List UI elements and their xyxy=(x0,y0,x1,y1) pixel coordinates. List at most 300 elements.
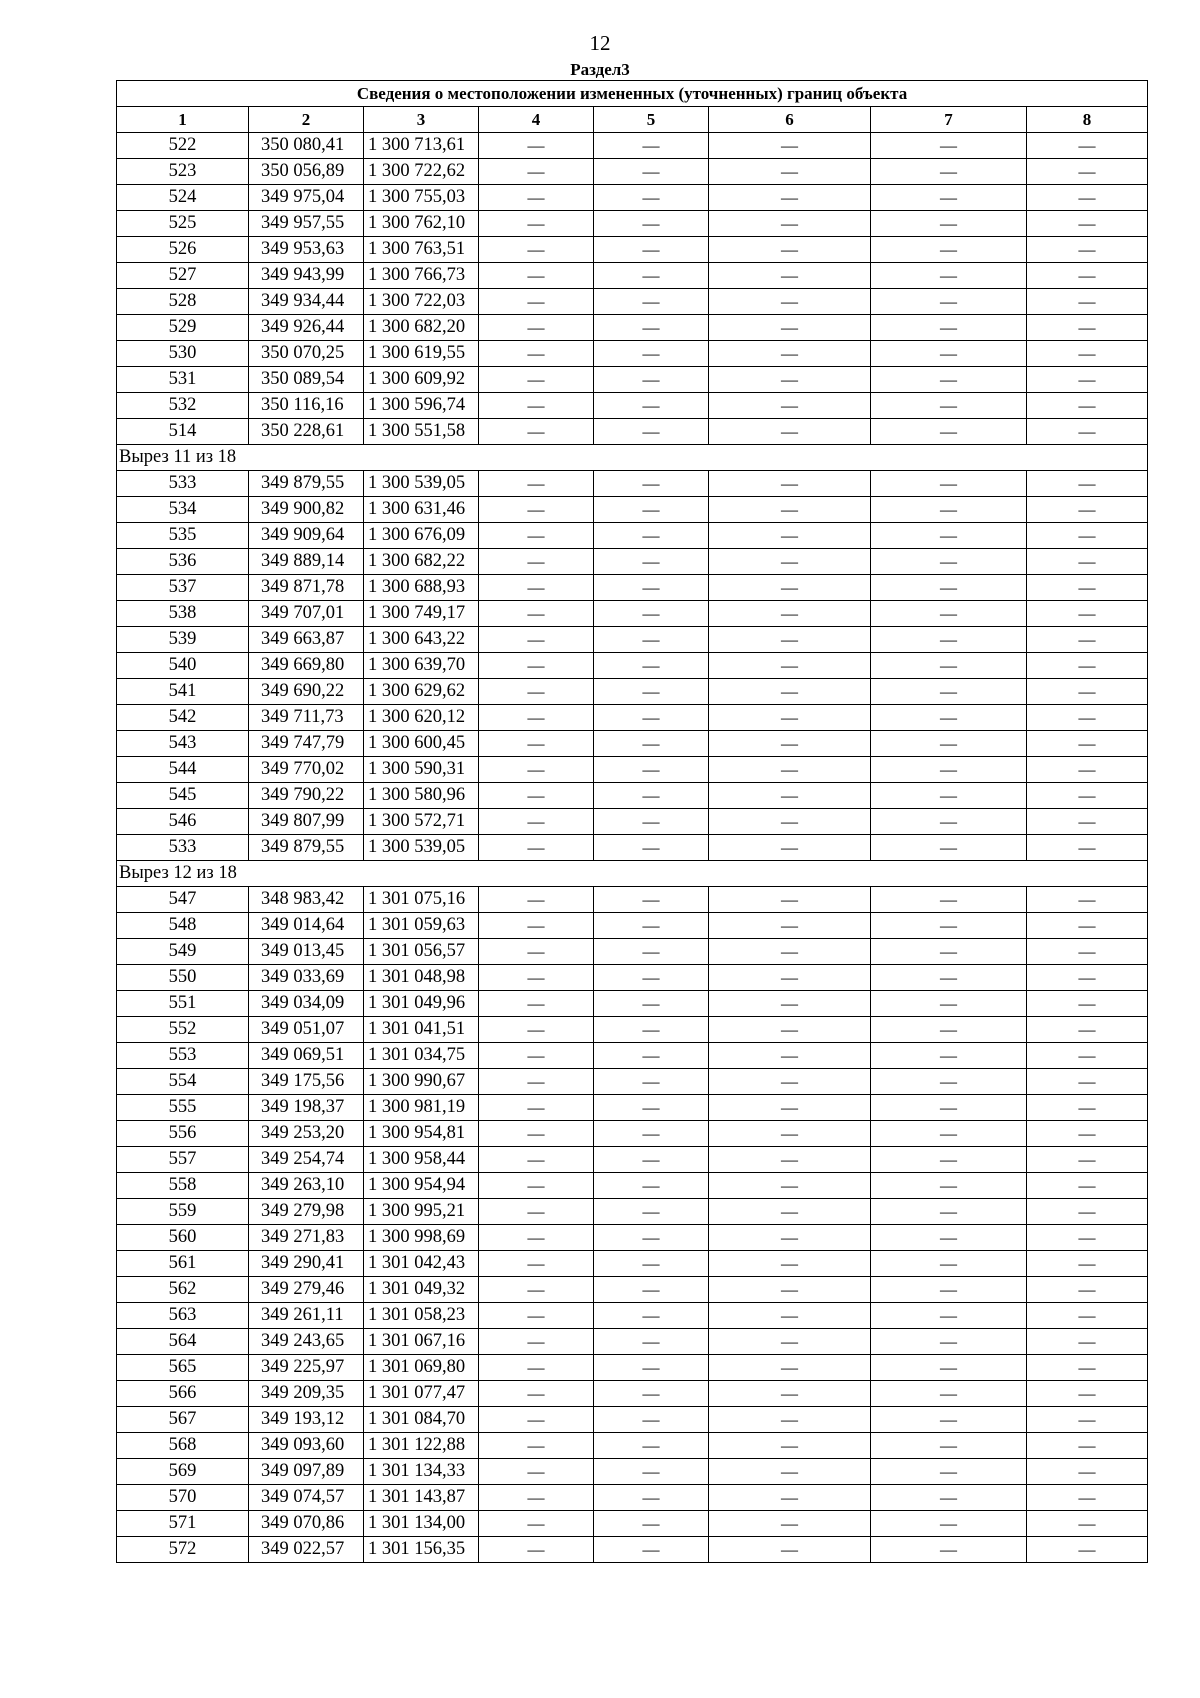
empty-value-cell: — xyxy=(594,939,709,965)
empty-value-cell: — xyxy=(479,757,594,783)
empty-value-cell: — xyxy=(479,601,594,627)
point-number-cell: 571 xyxy=(117,1511,249,1537)
point-number-cell: 553 xyxy=(117,1043,249,1069)
empty-value-cell: — xyxy=(479,705,594,731)
x-coordinate-cell: 350 080,41 xyxy=(249,133,364,159)
empty-value-cell: — xyxy=(1027,133,1148,159)
empty-value-cell: — xyxy=(594,887,709,913)
table-row xyxy=(117,367,1148,393)
empty-value-cell: — xyxy=(479,523,594,549)
x-coordinate-cell: 349 279,46 xyxy=(249,1277,364,1303)
y-coordinate-cell: 1 300 688,93 xyxy=(364,575,479,601)
empty-value-cell: — xyxy=(871,1147,1027,1173)
empty-value-cell: — xyxy=(594,1459,709,1485)
point-number-cell: 567 xyxy=(117,1407,249,1433)
empty-value-cell: — xyxy=(1027,1407,1148,1433)
y-coordinate-cell: 1 300 600,45 xyxy=(364,731,479,757)
empty-value-cell: — xyxy=(1027,289,1148,315)
y-coordinate-cell: 1 301 134,33 xyxy=(364,1459,479,1485)
point-number-cell: 544 xyxy=(117,757,249,783)
empty-value-cell: — xyxy=(871,757,1027,783)
x-coordinate-cell: 349 014,64 xyxy=(249,913,364,939)
empty-value-cell: — xyxy=(871,237,1027,263)
y-coordinate-cell: 1 301 049,96 xyxy=(364,991,479,1017)
point-number-cell: 557 xyxy=(117,1147,249,1173)
empty-value-cell: — xyxy=(1027,1017,1148,1043)
point-number-cell: 539 xyxy=(117,627,249,653)
empty-value-cell: — xyxy=(709,601,871,627)
empty-value-cell: — xyxy=(871,1407,1027,1433)
empty-value-cell: — xyxy=(871,211,1027,237)
empty-value-cell: — xyxy=(479,809,594,835)
empty-value-cell: — xyxy=(709,913,871,939)
point-number-cell: 547 xyxy=(117,887,249,913)
empty-value-cell: — xyxy=(479,1459,594,1485)
y-coordinate-cell: 1 300 958,44 xyxy=(364,1147,479,1173)
empty-value-cell: — xyxy=(594,159,709,185)
table-row xyxy=(117,1459,1148,1485)
empty-value-cell: — xyxy=(594,133,709,159)
x-coordinate-cell: 349 013,45 xyxy=(249,939,364,965)
empty-value-cell: — xyxy=(479,1147,594,1173)
y-coordinate-cell: 1 301 041,51 xyxy=(364,1017,479,1043)
y-coordinate-cell: 1 301 134,00 xyxy=(364,1511,479,1537)
point-number-cell: 540 xyxy=(117,653,249,679)
empty-value-cell: — xyxy=(709,211,871,237)
empty-value-cell: — xyxy=(1027,1511,1148,1537)
empty-value-cell: — xyxy=(1027,1329,1148,1355)
table-caption-row xyxy=(117,81,1148,107)
empty-value-cell: — xyxy=(709,705,871,731)
empty-value-cell: — xyxy=(1027,549,1148,575)
table-row xyxy=(117,1485,1148,1511)
table-row xyxy=(117,471,1148,497)
section-title: Раздел3 xyxy=(570,60,630,79)
x-coordinate-cell: 350 070,25 xyxy=(249,341,364,367)
x-coordinate-cell: 349 253,20 xyxy=(249,1121,364,1147)
empty-value-cell: — xyxy=(479,1381,594,1407)
table-row xyxy=(117,1329,1148,1355)
x-coordinate-cell: 349 711,73 xyxy=(249,705,364,731)
empty-value-cell: — xyxy=(479,1485,594,1511)
y-coordinate-cell: 1 300 763,51 xyxy=(364,237,479,263)
empty-value-cell: — xyxy=(594,523,709,549)
empty-value-cell: — xyxy=(594,341,709,367)
empty-value-cell: — xyxy=(479,185,594,211)
y-coordinate-cell: 1 301 075,16 xyxy=(364,887,479,913)
empty-value-cell: — xyxy=(709,939,871,965)
empty-value-cell: — xyxy=(709,1433,871,1459)
y-coordinate-cell: 1 300 682,22 xyxy=(364,549,479,575)
empty-value-cell: — xyxy=(1027,1303,1148,1329)
empty-value-cell: — xyxy=(871,887,1027,913)
table-row xyxy=(117,185,1148,211)
column-header: 3 xyxy=(364,107,479,133)
empty-value-cell: — xyxy=(871,1069,1027,1095)
empty-value-cell: — xyxy=(479,1511,594,1537)
point-number-cell: 561 xyxy=(117,1251,249,1277)
empty-value-cell: — xyxy=(594,1173,709,1199)
y-coordinate-cell: 1 301 077,47 xyxy=(364,1381,479,1407)
empty-value-cell: — xyxy=(871,809,1027,835)
empty-value-cell: — xyxy=(594,263,709,289)
empty-value-cell: — xyxy=(594,1147,709,1173)
x-coordinate-cell: 350 228,61 xyxy=(249,419,364,445)
empty-value-cell: — xyxy=(479,393,594,419)
table-row xyxy=(117,679,1148,705)
y-coordinate-cell: 1 301 056,57 xyxy=(364,939,479,965)
y-coordinate-cell: 1 300 954,94 xyxy=(364,1173,479,1199)
table-row xyxy=(117,757,1148,783)
empty-value-cell: — xyxy=(709,1069,871,1095)
empty-value-cell: — xyxy=(479,1069,594,1095)
empty-value-cell: — xyxy=(709,1303,871,1329)
table-row xyxy=(117,1069,1148,1095)
x-coordinate-cell: 349 070,86 xyxy=(249,1511,364,1537)
point-number-cell: 560 xyxy=(117,1225,249,1251)
empty-value-cell: — xyxy=(871,1277,1027,1303)
x-coordinate-cell: 349 707,01 xyxy=(249,601,364,627)
table-row xyxy=(117,289,1148,315)
empty-value-cell: — xyxy=(594,1095,709,1121)
x-coordinate-cell: 349 747,79 xyxy=(249,731,364,757)
y-coordinate-cell: 1 300 713,61 xyxy=(364,133,479,159)
empty-value-cell: — xyxy=(1027,1043,1148,1069)
empty-value-cell: — xyxy=(594,367,709,393)
empty-value-cell: — xyxy=(479,1277,594,1303)
column-header: 6 xyxy=(709,107,871,133)
empty-value-cell: — xyxy=(871,1303,1027,1329)
empty-value-cell: — xyxy=(709,263,871,289)
empty-value-cell: — xyxy=(871,679,1027,705)
empty-value-cell: — xyxy=(594,1043,709,1069)
table-row xyxy=(117,1095,1148,1121)
x-coordinate-cell: 349 271,83 xyxy=(249,1225,364,1251)
y-coordinate-cell: 1 300 995,21 xyxy=(364,1199,479,1225)
empty-value-cell: — xyxy=(479,315,594,341)
empty-value-cell: — xyxy=(871,575,1027,601)
y-coordinate-cell: 1 300 990,67 xyxy=(364,1069,479,1095)
empty-value-cell: — xyxy=(479,497,594,523)
y-coordinate-cell: 1 301 042,43 xyxy=(364,1251,479,1277)
empty-value-cell: — xyxy=(479,133,594,159)
empty-value-cell: — xyxy=(709,1459,871,1485)
y-coordinate-cell: 1 300 539,05 xyxy=(364,471,479,497)
empty-value-cell: — xyxy=(871,341,1027,367)
x-coordinate-cell: 349 290,41 xyxy=(249,1251,364,1277)
table-caption: Сведения о местоположении измененных (уточненных) границ объекта xyxy=(117,81,1148,107)
table-row xyxy=(117,1407,1148,1433)
y-coordinate-cell: 1 301 048,98 xyxy=(364,965,479,991)
section-label: Вырез 12 из 18 xyxy=(117,861,1148,887)
empty-value-cell: — xyxy=(594,627,709,653)
x-coordinate-cell: 349 193,12 xyxy=(249,1407,364,1433)
empty-value-cell: — xyxy=(709,1329,871,1355)
empty-value-cell: — xyxy=(871,1537,1027,1563)
empty-value-cell: — xyxy=(709,133,871,159)
table-row xyxy=(117,1199,1148,1225)
empty-value-cell: — xyxy=(479,1355,594,1381)
empty-value-cell: — xyxy=(871,185,1027,211)
empty-value-cell: — xyxy=(871,549,1027,575)
table-row xyxy=(117,1303,1148,1329)
empty-value-cell: — xyxy=(594,1069,709,1095)
empty-value-cell: — xyxy=(1027,211,1148,237)
empty-value-cell: — xyxy=(1027,965,1148,991)
empty-value-cell: — xyxy=(479,991,594,1017)
point-number-cell: 525 xyxy=(117,211,249,237)
empty-value-cell: — xyxy=(594,1355,709,1381)
empty-value-cell: — xyxy=(871,1433,1027,1459)
x-coordinate-cell: 348 983,42 xyxy=(249,887,364,913)
y-coordinate-cell: 1 300 639,70 xyxy=(364,653,479,679)
empty-value-cell: — xyxy=(709,341,871,367)
x-coordinate-cell: 349 051,07 xyxy=(249,1017,364,1043)
empty-value-cell: — xyxy=(1027,1199,1148,1225)
x-coordinate-cell: 350 116,16 xyxy=(249,393,364,419)
empty-value-cell: — xyxy=(1027,913,1148,939)
x-coordinate-cell: 349 957,55 xyxy=(249,211,364,237)
page-number: 12 xyxy=(589,31,611,55)
x-coordinate-cell: 349 254,74 xyxy=(249,1147,364,1173)
point-number-cell: 558 xyxy=(117,1173,249,1199)
empty-value-cell: — xyxy=(709,575,871,601)
empty-value-cell: — xyxy=(594,185,709,211)
empty-value-cell: — xyxy=(709,471,871,497)
empty-value-cell: — xyxy=(1027,1147,1148,1173)
empty-value-cell: — xyxy=(871,965,1027,991)
x-coordinate-cell: 349 669,80 xyxy=(249,653,364,679)
empty-value-cell: — xyxy=(709,549,871,575)
empty-value-cell: — xyxy=(594,289,709,315)
point-number-cell: 568 xyxy=(117,1433,249,1459)
table-row xyxy=(117,497,1148,523)
point-number-cell: 565 xyxy=(117,1355,249,1381)
empty-value-cell: — xyxy=(871,497,1027,523)
empty-value-cell: — xyxy=(479,289,594,315)
x-coordinate-cell: 349 790,22 xyxy=(249,783,364,809)
table-row xyxy=(117,705,1148,731)
empty-value-cell: — xyxy=(479,913,594,939)
empty-value-cell: — xyxy=(709,1251,871,1277)
empty-value-cell: — xyxy=(479,367,594,393)
empty-value-cell: — xyxy=(594,1537,709,1563)
x-coordinate-cell: 349 943,99 xyxy=(249,263,364,289)
table-row xyxy=(117,1511,1148,1537)
point-number-cell: 523 xyxy=(117,159,249,185)
empty-value-cell: — xyxy=(709,237,871,263)
x-coordinate-cell: 349 198,37 xyxy=(249,1095,364,1121)
empty-value-cell: — xyxy=(709,757,871,783)
empty-value-cell: — xyxy=(871,523,1027,549)
y-coordinate-cell: 1 300 572,71 xyxy=(364,809,479,835)
empty-value-cell: — xyxy=(871,783,1027,809)
table-body xyxy=(117,81,1148,1563)
point-number-cell: 528 xyxy=(117,289,249,315)
table-row xyxy=(117,1173,1148,1199)
y-coordinate-cell: 1 300 998,69 xyxy=(364,1225,479,1251)
y-coordinate-cell: 1 300 682,20 xyxy=(364,315,479,341)
point-number-cell: 545 xyxy=(117,783,249,809)
empty-value-cell: — xyxy=(1027,341,1148,367)
y-coordinate-cell: 1 300 954,81 xyxy=(364,1121,479,1147)
empty-value-cell: — xyxy=(709,1355,871,1381)
table-row xyxy=(117,575,1148,601)
empty-value-cell: — xyxy=(1027,237,1148,263)
point-number-cell: 566 xyxy=(117,1381,249,1407)
x-coordinate-cell: 349 263,10 xyxy=(249,1173,364,1199)
x-coordinate-cell: 349 871,78 xyxy=(249,575,364,601)
table-row xyxy=(117,159,1148,185)
x-coordinate-cell: 349 225,97 xyxy=(249,1355,364,1381)
table-row xyxy=(117,1121,1148,1147)
point-number-cell: 572 xyxy=(117,1537,249,1563)
table-row xyxy=(117,1147,1148,1173)
section-row xyxy=(117,861,1148,887)
point-number-cell: 551 xyxy=(117,991,249,1017)
empty-value-cell: — xyxy=(709,1277,871,1303)
table-row xyxy=(117,991,1148,1017)
empty-value-cell: — xyxy=(1027,1121,1148,1147)
empty-value-cell: — xyxy=(1027,783,1148,809)
empty-value-cell: — xyxy=(1027,315,1148,341)
empty-value-cell: — xyxy=(709,159,871,185)
table-row xyxy=(117,627,1148,653)
point-number-cell: 546 xyxy=(117,809,249,835)
empty-value-cell: — xyxy=(479,419,594,445)
empty-value-cell: — xyxy=(594,653,709,679)
empty-value-cell: — xyxy=(871,159,1027,185)
y-coordinate-cell: 1 301 069,80 xyxy=(364,1355,479,1381)
table-row xyxy=(117,783,1148,809)
empty-value-cell: — xyxy=(871,627,1027,653)
empty-value-cell: — xyxy=(871,315,1027,341)
empty-value-cell: — xyxy=(479,1121,594,1147)
table-row xyxy=(117,263,1148,289)
empty-value-cell: — xyxy=(479,211,594,237)
point-number-cell: 563 xyxy=(117,1303,249,1329)
empty-value-cell: — xyxy=(1027,705,1148,731)
point-number-cell: 542 xyxy=(117,705,249,731)
empty-value-cell: — xyxy=(871,1225,1027,1251)
y-coordinate-cell: 1 300 539,05 xyxy=(364,835,479,861)
empty-value-cell: — xyxy=(1027,653,1148,679)
empty-value-cell: — xyxy=(709,627,871,653)
empty-value-cell: — xyxy=(871,1173,1027,1199)
empty-value-cell: — xyxy=(1027,1459,1148,1485)
empty-value-cell: — xyxy=(594,731,709,757)
x-coordinate-cell: 349 097,89 xyxy=(249,1459,364,1485)
empty-value-cell: — xyxy=(871,289,1027,315)
empty-value-cell: — xyxy=(479,1537,594,1563)
point-number-cell: 536 xyxy=(117,549,249,575)
table-row xyxy=(117,1355,1148,1381)
empty-value-cell: — xyxy=(1027,1433,1148,1459)
y-coordinate-cell: 1 301 059,63 xyxy=(364,913,479,939)
empty-value-cell: — xyxy=(479,575,594,601)
x-coordinate-cell: 349 093,60 xyxy=(249,1433,364,1459)
empty-value-cell: — xyxy=(871,991,1027,1017)
point-number-cell: 550 xyxy=(117,965,249,991)
empty-value-cell: — xyxy=(1027,601,1148,627)
empty-value-cell: — xyxy=(1027,679,1148,705)
empty-value-cell: — xyxy=(1027,1537,1148,1563)
empty-value-cell: — xyxy=(871,653,1027,679)
x-coordinate-cell: 349 243,65 xyxy=(249,1329,364,1355)
empty-value-cell: — xyxy=(1027,419,1148,445)
y-coordinate-cell: 1 300 619,55 xyxy=(364,341,479,367)
empty-value-cell: — xyxy=(709,1381,871,1407)
point-number-cell: 543 xyxy=(117,731,249,757)
table-row xyxy=(117,939,1148,965)
empty-value-cell: — xyxy=(1027,471,1148,497)
empty-value-cell: — xyxy=(709,1043,871,1069)
empty-value-cell: — xyxy=(709,393,871,419)
point-number-cell: 538 xyxy=(117,601,249,627)
x-coordinate-cell: 349 934,44 xyxy=(249,289,364,315)
empty-value-cell: — xyxy=(479,1095,594,1121)
y-coordinate-cell: 1 301 058,23 xyxy=(364,1303,479,1329)
point-number-cell: 522 xyxy=(117,133,249,159)
empty-value-cell: — xyxy=(479,627,594,653)
empty-value-cell: — xyxy=(871,705,1027,731)
y-coordinate-cell: 1 300 551,58 xyxy=(364,419,479,445)
empty-value-cell: — xyxy=(479,1043,594,1069)
empty-value-cell: — xyxy=(871,133,1027,159)
x-coordinate-cell: 349 900,82 xyxy=(249,497,364,523)
empty-value-cell: — xyxy=(479,653,594,679)
empty-value-cell: — xyxy=(709,1199,871,1225)
column-header: 2 xyxy=(249,107,364,133)
y-coordinate-cell: 1 300 620,12 xyxy=(364,705,479,731)
empty-value-cell: — xyxy=(871,1329,1027,1355)
x-coordinate-cell: 349 889,14 xyxy=(249,549,364,575)
empty-value-cell: — xyxy=(871,913,1027,939)
empty-value-cell: — xyxy=(479,939,594,965)
empty-value-cell: — xyxy=(594,211,709,237)
empty-value-cell: — xyxy=(871,419,1027,445)
empty-value-cell: — xyxy=(1027,497,1148,523)
empty-value-cell: — xyxy=(479,1407,594,1433)
table-row xyxy=(117,1433,1148,1459)
x-coordinate-cell: 349 909,64 xyxy=(249,523,364,549)
empty-value-cell: — xyxy=(479,1017,594,1043)
empty-value-cell: — xyxy=(709,965,871,991)
empty-value-cell: — xyxy=(709,419,871,445)
table-row xyxy=(117,809,1148,835)
point-number-cell: 549 xyxy=(117,939,249,965)
empty-value-cell: — xyxy=(1027,393,1148,419)
table-row xyxy=(117,393,1148,419)
point-number-cell: 514 xyxy=(117,419,249,445)
x-coordinate-cell: 349 879,55 xyxy=(249,471,364,497)
y-coordinate-cell: 1 300 590,31 xyxy=(364,757,479,783)
empty-value-cell: — xyxy=(1027,1485,1148,1511)
empty-value-cell: — xyxy=(479,237,594,263)
empty-value-cell: — xyxy=(479,1251,594,1277)
y-coordinate-cell: 1 300 580,96 xyxy=(364,783,479,809)
empty-value-cell: — xyxy=(871,1381,1027,1407)
empty-value-cell: — xyxy=(594,757,709,783)
empty-value-cell: — xyxy=(709,497,871,523)
point-number-cell: 524 xyxy=(117,185,249,211)
empty-value-cell: — xyxy=(594,1511,709,1537)
empty-value-cell: — xyxy=(594,549,709,575)
table-row xyxy=(117,913,1148,939)
point-number-cell: 554 xyxy=(117,1069,249,1095)
empty-value-cell: — xyxy=(479,1199,594,1225)
empty-value-cell: — xyxy=(479,679,594,705)
